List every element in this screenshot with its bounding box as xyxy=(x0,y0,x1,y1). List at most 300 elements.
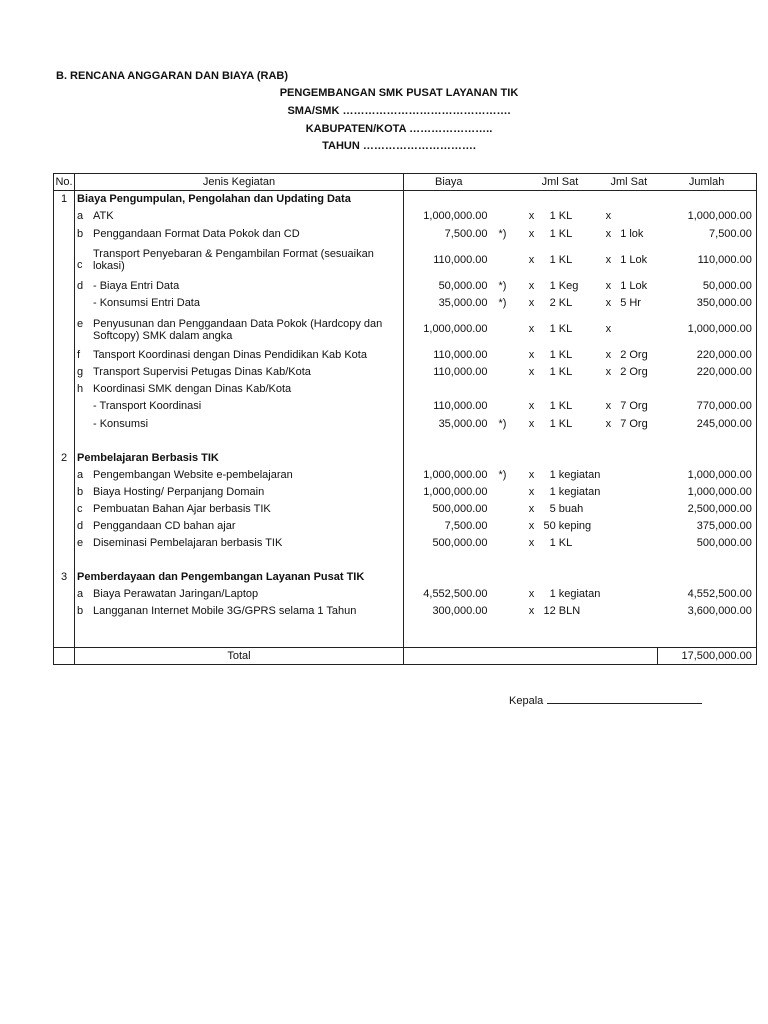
header-jml-sat-2: Jml Sat xyxy=(600,174,657,191)
signature-block xyxy=(509,693,702,707)
item-letter: a xyxy=(77,210,84,222)
quantity-1: 5 xyxy=(549,502,556,515)
section-title-text: Pemberdayaan dan Pengembangan Layanan Pusat TIK xyxy=(77,570,365,583)
row-number xyxy=(54,364,75,381)
row-number xyxy=(54,398,75,416)
activity-name: - Transport Koordinasi xyxy=(93,400,202,412)
unit-2: Org xyxy=(629,400,648,412)
row-number xyxy=(54,484,75,501)
table-row xyxy=(54,484,757,501)
activity-name: - Konsumsi Entri Data xyxy=(93,297,200,309)
amount: 500,000.00 xyxy=(657,535,756,552)
unit-1: BLN xyxy=(558,604,581,617)
amount xyxy=(657,569,756,586)
times-sign-2 xyxy=(600,586,616,603)
quantity-1: 2 xyxy=(549,297,556,309)
quantity-1: 12 xyxy=(543,604,556,617)
times-sign: x xyxy=(528,279,535,292)
times-sign: x xyxy=(528,297,535,309)
times-sign: x xyxy=(528,365,535,378)
unit-2: Org xyxy=(629,348,648,361)
star-note xyxy=(494,347,520,364)
times-sign-2: x xyxy=(605,227,612,240)
amount: 1,000,000.00 xyxy=(657,208,756,226)
times-sign-2: x xyxy=(605,417,612,430)
row-number xyxy=(54,603,75,620)
times-sign-2 xyxy=(600,450,616,467)
item-letter: e xyxy=(77,317,84,330)
table-row xyxy=(54,398,757,416)
table-row xyxy=(54,208,757,226)
times-sign: x xyxy=(528,210,535,222)
total-label: Total xyxy=(75,648,404,665)
table-row xyxy=(54,313,757,347)
unit-1 xyxy=(556,450,601,467)
quantity-1: 1 xyxy=(549,400,556,412)
unit-1: KL xyxy=(558,253,573,266)
unit-1: kegiatan xyxy=(558,485,601,498)
amount: 50,000.00 xyxy=(657,278,756,295)
star-note xyxy=(494,586,520,603)
amount: 220,000.00 xyxy=(657,347,756,364)
amount: 2,500,000.00 xyxy=(657,501,756,518)
unit-2 xyxy=(626,467,657,484)
quantity-2: 2 xyxy=(620,348,627,361)
activity-cell xyxy=(75,501,404,518)
jenis-cell xyxy=(75,552,404,569)
row-number xyxy=(54,243,75,278)
jumlah-cell xyxy=(657,620,756,648)
unit-cost: 300,000.00 xyxy=(432,604,488,617)
item-letter: c xyxy=(77,502,83,515)
quantity-2 xyxy=(616,484,626,501)
quantity-2 xyxy=(616,535,626,552)
unit-2: Hr xyxy=(629,297,641,309)
amount: 1,000,000.00 xyxy=(657,467,756,484)
times-sign: x xyxy=(528,227,535,240)
unit-cost xyxy=(404,191,494,208)
table-row xyxy=(54,381,757,398)
star-note: *) xyxy=(498,227,507,240)
amount xyxy=(657,381,756,398)
star-note xyxy=(494,518,520,535)
activity-name: Penyusunan dan Penggandaan Data Pokok (Hardcopy dan Softcopy) SMK dalam angka xyxy=(93,317,383,342)
star-note: *) xyxy=(498,279,507,292)
amount: 220,000.00 xyxy=(657,364,756,381)
row-number: 3 xyxy=(54,569,75,586)
unit-1: KL xyxy=(558,536,573,549)
quantity-1: 1 xyxy=(549,227,556,240)
section-row xyxy=(54,569,757,586)
unit-2: Lok xyxy=(629,253,648,266)
activity-cell xyxy=(75,450,404,467)
unit-1: KL xyxy=(558,400,573,412)
unit-2: Org xyxy=(629,365,648,378)
item-letter: e xyxy=(77,536,84,549)
unit-cost: 35,000.00 xyxy=(438,417,488,430)
activity-cell xyxy=(75,569,404,586)
quantity-2: 7 xyxy=(620,400,627,412)
quantity-1: 1 xyxy=(549,485,556,498)
no-cell xyxy=(54,433,75,450)
amount: 4,552,500.00 xyxy=(657,586,756,603)
unit-2 xyxy=(626,518,657,535)
header-jumlah: Jumlah xyxy=(657,174,756,191)
quantity-1 xyxy=(544,381,556,398)
activity-name: Tansport Koordinasi dengan Dinas Pendidikan Kab Kota xyxy=(93,348,367,361)
unit-cost: 1,000,000.00 xyxy=(423,485,488,498)
unit-2 xyxy=(626,313,657,347)
amount: 110,000.00 xyxy=(657,243,756,278)
quantity-1: 50 xyxy=(543,519,556,532)
star-note xyxy=(494,484,520,501)
year-line: TAHUN …………………………. xyxy=(322,140,476,152)
header-no: No. xyxy=(54,174,75,191)
unit-1 xyxy=(556,381,601,398)
quantity-2 xyxy=(616,381,626,398)
amount: 3,600,000.00 xyxy=(657,603,756,620)
table-row xyxy=(54,364,757,381)
amount: 7,500.00 xyxy=(657,226,756,243)
star-note xyxy=(494,381,520,398)
blank-cell xyxy=(404,433,658,450)
times-sign-2: x xyxy=(605,210,612,222)
star-note xyxy=(494,603,520,620)
unit-2 xyxy=(626,450,657,467)
unit-2 xyxy=(626,484,657,501)
section-title: B. RENCANA ANGGARAN DAN BIAYA (RAB) xyxy=(56,70,289,82)
times-sign: x xyxy=(528,400,535,412)
activity-cell xyxy=(75,416,404,433)
star-note xyxy=(494,191,520,208)
item-letter: f xyxy=(77,348,81,361)
row-number xyxy=(54,416,75,433)
times-sign-2: x xyxy=(605,365,612,378)
row-number xyxy=(54,278,75,295)
total-no-cell xyxy=(54,648,75,665)
activity-name: Penggandaan Format Data Pokok dan CD xyxy=(93,227,300,240)
unit-2: Org xyxy=(629,417,648,430)
row-number xyxy=(54,347,75,364)
amount: 770,000.00 xyxy=(657,398,756,416)
times-sign-2: x xyxy=(605,323,612,335)
no-cell xyxy=(54,552,75,569)
times-sign xyxy=(520,381,544,398)
activity-name: Biaya Perawatan Jaringan/Laptop xyxy=(93,587,259,600)
no-cell xyxy=(54,620,75,648)
unit-2: lok xyxy=(629,227,644,240)
activity-name: Langganan Internet Mobile 3G/GPRS selama 1 Tahun xyxy=(93,604,357,617)
unit-cost: 35,000.00 xyxy=(438,297,488,309)
item-letter: b xyxy=(77,485,84,498)
unit-cost: 1,000,000.00 xyxy=(423,468,488,481)
blank-cell xyxy=(404,552,658,569)
activity-name: Penggandaan CD bahan ajar xyxy=(93,519,236,532)
unit-1: KL xyxy=(558,323,573,335)
school-line: SMA/SMK ………………………………………. xyxy=(287,105,511,117)
quantity-1: 1 xyxy=(549,210,556,222)
star-note: *) xyxy=(498,297,507,309)
quantity-1: 1 xyxy=(549,417,556,430)
unit-2: Lok xyxy=(629,279,648,292)
jenis-cell xyxy=(75,620,404,648)
activity-name: Diseminasi Pembelajaran berbasis TIK xyxy=(93,536,283,549)
jenis-cell xyxy=(75,433,404,450)
row-number xyxy=(54,535,75,552)
table-row xyxy=(54,278,757,295)
unit-1: Keg xyxy=(558,279,579,292)
quantity-1: 1 xyxy=(549,323,556,335)
header-jenis: Jenis Kegiatan xyxy=(75,174,404,191)
table-row xyxy=(54,295,757,313)
row-number xyxy=(54,295,75,313)
amount: 375,000.00 xyxy=(657,518,756,535)
unit-cost xyxy=(404,450,494,467)
row-number xyxy=(54,226,75,243)
unit-cost xyxy=(404,381,494,398)
activity-cell xyxy=(75,467,404,484)
item-letter: b xyxy=(77,604,84,617)
quantity-1: 1 xyxy=(549,365,556,378)
section-row xyxy=(54,450,757,467)
quantity-2 xyxy=(616,208,626,226)
unit-1: keping xyxy=(558,519,592,532)
star-note: *) xyxy=(498,468,507,481)
quantity-2: 1 xyxy=(620,253,627,266)
activity-cell xyxy=(75,518,404,535)
times-sign-2 xyxy=(600,603,616,620)
times-sign: x xyxy=(528,468,535,481)
item-letter: a xyxy=(77,587,84,600)
unit-2 xyxy=(626,586,657,603)
unit-cost: 7,500.00 xyxy=(444,227,488,240)
star-note xyxy=(494,208,520,226)
activity-cell xyxy=(75,226,404,243)
unit-1: KL xyxy=(558,348,573,361)
times-sign: x xyxy=(528,519,535,532)
unit-1: kegiatan xyxy=(558,587,601,600)
quantity-2 xyxy=(616,518,626,535)
activity-name: Koordinasi SMK dengan Dinas Kab/Kota xyxy=(93,382,292,395)
table-header-row xyxy=(54,174,757,191)
jumlah-cell xyxy=(657,552,756,569)
times-sign-2 xyxy=(600,381,616,398)
unit-cost: 4,552,500.00 xyxy=(423,587,488,600)
times-sign: x xyxy=(528,502,535,515)
unit-2 xyxy=(626,535,657,552)
quantity-1 xyxy=(544,569,556,586)
spacer-row xyxy=(54,433,757,450)
amount xyxy=(657,450,756,467)
star-note: *) xyxy=(498,417,507,430)
spacer-row xyxy=(54,620,757,648)
unit-1 xyxy=(556,191,601,208)
unit-2 xyxy=(626,603,657,620)
times-sign-2 xyxy=(600,467,616,484)
item-letter: b xyxy=(77,227,84,240)
activity-name: Pengembangan Website e-pembelajaran xyxy=(93,468,293,481)
row-number xyxy=(54,208,75,226)
spacer-row xyxy=(54,552,757,569)
activity-cell xyxy=(75,208,404,226)
row-number xyxy=(54,501,75,518)
times-sign xyxy=(520,191,544,208)
unit-2 xyxy=(626,191,657,208)
row-number xyxy=(54,467,75,484)
doc-title: PENGEMBANGAN SMK PUSAT LAYANAN TIK xyxy=(279,87,519,99)
unit-1: KL xyxy=(558,417,573,430)
unit-cost: 110,000.00 xyxy=(433,348,488,361)
star-note xyxy=(494,313,520,347)
activity-cell xyxy=(75,191,404,208)
activity-cell xyxy=(75,586,404,603)
amount xyxy=(657,191,756,208)
quantity-1: 1 xyxy=(549,279,556,292)
unit-cost: 110,000.00 xyxy=(433,365,488,378)
activity-cell xyxy=(75,295,404,313)
table-row xyxy=(54,467,757,484)
section-row xyxy=(54,191,757,208)
times-sign: x xyxy=(528,604,535,617)
total-blank xyxy=(404,648,658,665)
header-biaya: Biaya xyxy=(404,174,494,191)
total-row xyxy=(54,648,757,665)
times-sign: x xyxy=(528,536,535,549)
unit-1 xyxy=(556,569,601,586)
table-row xyxy=(54,501,757,518)
quantity-2 xyxy=(616,450,626,467)
quantity-1 xyxy=(544,450,556,467)
row-number xyxy=(54,313,75,347)
activity-cell xyxy=(75,347,404,364)
unit-1: kegiatan xyxy=(558,468,601,481)
quantity-2: 2 xyxy=(620,365,627,378)
quantity-2: 1 xyxy=(620,227,627,240)
activity-cell xyxy=(75,484,404,501)
section-title-text: Pembelajaran Berbasis TIK xyxy=(77,451,219,464)
times-sign-2 xyxy=(600,535,616,552)
quantity-2 xyxy=(616,603,626,620)
unit-2 xyxy=(626,501,657,518)
table-row xyxy=(54,603,757,620)
amount: 1,000,000.00 xyxy=(657,484,756,501)
star-note xyxy=(494,501,520,518)
times-sign-2: x xyxy=(605,279,612,292)
times-sign: x xyxy=(528,323,535,335)
jumlah-cell xyxy=(657,433,756,450)
quantity-1: 1 xyxy=(549,536,556,549)
quantity-2 xyxy=(616,313,626,347)
star-note xyxy=(494,569,520,586)
item-letter: a xyxy=(77,468,84,481)
row-number xyxy=(54,381,75,398)
unit-1: KL xyxy=(558,297,573,309)
total-value: 17,500,000.00 xyxy=(657,648,756,665)
table-row xyxy=(54,586,757,603)
unit-2 xyxy=(626,569,657,586)
signature-label: Kepala xyxy=(509,695,544,707)
star-note xyxy=(494,398,520,416)
quantity-2: 7 xyxy=(620,417,627,430)
quantity-1 xyxy=(544,191,556,208)
row-number: 1 xyxy=(54,191,75,208)
regency-line: KABUPATEN/KOTA ………………….. xyxy=(305,123,493,135)
unit-cost: 1,000,000.00 xyxy=(423,323,488,335)
activity-cell xyxy=(75,535,404,552)
row-number xyxy=(54,518,75,535)
times-sign: x xyxy=(528,485,535,498)
item-letter: h xyxy=(77,382,84,395)
table-row xyxy=(54,518,757,535)
unit-1: KL xyxy=(558,210,573,222)
item-letter: c xyxy=(77,259,83,271)
signature-line xyxy=(547,693,702,704)
quantity-2 xyxy=(616,501,626,518)
times-sign: x xyxy=(528,253,535,266)
times-sign-2 xyxy=(600,501,616,518)
quantity-2 xyxy=(616,191,626,208)
quantity-2 xyxy=(616,467,626,484)
times-sign-2 xyxy=(600,191,616,208)
unit-cost: 110,000.00 xyxy=(433,253,488,266)
table-row xyxy=(54,347,757,364)
item-letter: g xyxy=(77,365,84,378)
star-note xyxy=(494,364,520,381)
blank-cell xyxy=(404,620,658,648)
activity-cell xyxy=(75,603,404,620)
row-number xyxy=(54,586,75,603)
table-row xyxy=(54,416,757,433)
unit-cost: 500,000.00 xyxy=(432,502,488,515)
quantity-1: 1 xyxy=(549,253,556,266)
activity-name: Transport Penyebaran & Pengambilan Format (sesuaikan lokasi) xyxy=(93,248,374,272)
unit-cost: 7,500.00 xyxy=(444,519,488,532)
star-note xyxy=(494,535,520,552)
times-sign-2 xyxy=(600,484,616,501)
star-note xyxy=(494,450,520,467)
unit-cost: 110,000.00 xyxy=(433,400,488,412)
row-number: 2 xyxy=(54,450,75,467)
unit-1: KL xyxy=(558,365,573,378)
activity-name: Biaya Hosting/ Perpanjang Domain xyxy=(93,485,265,498)
item-letter: d xyxy=(77,519,84,532)
unit-2 xyxy=(626,208,657,226)
quantity-2: 5 xyxy=(620,297,627,309)
unit-1: KL xyxy=(558,227,573,240)
activity-cell xyxy=(75,278,404,295)
quantity-2: 1 xyxy=(620,279,627,292)
table-row xyxy=(54,535,757,552)
unit-cost: 500,000.00 xyxy=(432,536,488,549)
activity-cell xyxy=(75,381,404,398)
times-sign-2: x xyxy=(605,297,612,309)
quantity-1: 1 xyxy=(549,468,556,481)
table-row xyxy=(54,243,757,278)
unit-cost: 50,000.00 xyxy=(438,279,488,292)
activity-name: ATK xyxy=(93,210,114,222)
quantity-1: 1 xyxy=(549,348,556,361)
times-sign xyxy=(520,450,544,467)
activity-cell xyxy=(75,243,404,278)
unit-cost: 1,000,000.00 xyxy=(423,210,488,222)
unit-1: buah xyxy=(558,502,584,515)
section-title-text: Biaya Pengumpulan, Pengolahan dan Updating Data xyxy=(77,192,351,205)
quantity-2 xyxy=(616,586,626,603)
star-note xyxy=(494,243,520,278)
quantity-1: 1 xyxy=(549,587,556,600)
times-sign-2: x xyxy=(605,400,612,412)
activity-cell xyxy=(75,398,404,416)
